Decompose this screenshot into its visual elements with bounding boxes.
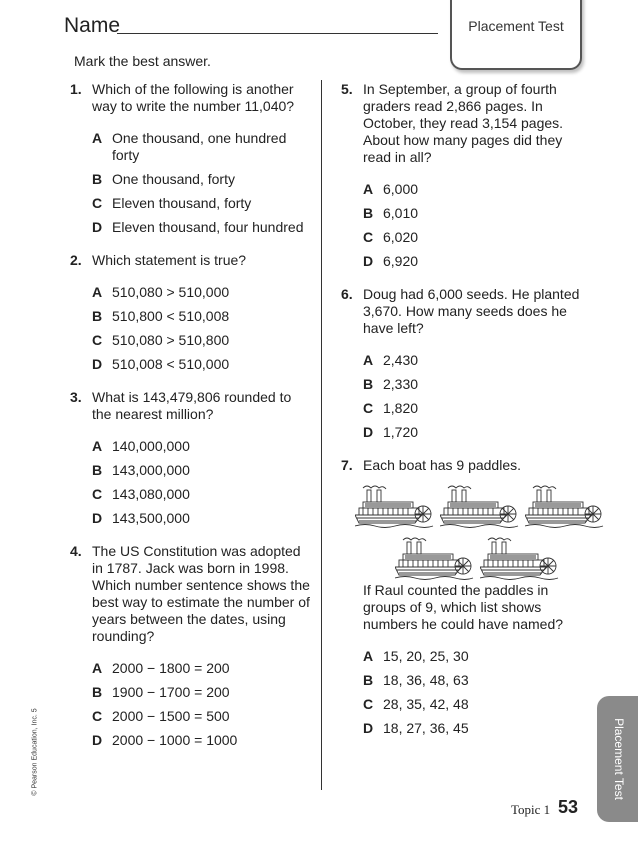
answer-choice[interactable]	[363, 696, 581, 713]
choice-letter: D	[363, 253, 374, 269]
copyright-notice: © Pearson Education, Inc. 5	[31, 708, 39, 796]
choice-text: 18, 27, 36, 45	[383, 720, 469, 736]
question-text: Which statement is true?	[92, 252, 247, 268]
answer-choice[interactable]	[92, 660, 310, 677]
choice-letter: C	[363, 696, 374, 712]
instructions: Mark the best answer.	[74, 53, 211, 69]
answer-choice[interactable]	[92, 356, 310, 373]
choice-letter: A	[92, 438, 103, 454]
answer-choice[interactable]	[92, 219, 310, 236]
question-1	[70, 81, 310, 236]
choice-letter: B	[363, 376, 374, 392]
choice-text: 1,820	[383, 400, 419, 416]
answer-choice[interactable]	[363, 672, 581, 689]
choice-text: 140,000,000	[112, 438, 190, 454]
answer-choice[interactable]	[363, 253, 581, 270]
question-3	[70, 389, 310, 527]
question-number: 1.	[70, 81, 82, 97]
question-followup-text: If Raul counted the paddles in groups of 9, which list shows numbers he could have named?	[363, 582, 564, 632]
question-number: 4.	[70, 543, 82, 559]
choice-text: 28, 35, 42, 48	[383, 696, 469, 712]
choice-letter: A	[363, 352, 374, 368]
choice-text: 1900 − 1700 = 200	[112, 684, 230, 700]
answer-choice[interactable]	[92, 195, 310, 212]
question-number: 2.	[70, 252, 82, 268]
choice-text: 2,330	[383, 376, 419, 392]
left-column	[70, 81, 310, 756]
choice-text: 510,080 > 510,000	[112, 284, 230, 300]
choice-text: 2000 − 1000 = 1000	[112, 732, 238, 748]
choice-letter: D	[92, 732, 103, 748]
answer-choice[interactable]	[92, 732, 310, 749]
question-text: What is 143,479,806 rounded to the nearest million?	[92, 389, 292, 422]
answer-choice[interactable]	[363, 205, 581, 222]
choice-text: 6,010	[383, 205, 419, 221]
choice-text: 1,720	[383, 424, 419, 440]
question-number: 7.	[341, 457, 353, 473]
choice-letter: C	[363, 400, 374, 416]
choice-text: 2,430	[383, 352, 419, 368]
answer-choice[interactable]	[92, 708, 310, 725]
placement-test-tab-label: Placement Test	[468, 18, 564, 34]
choice-text: One thousand, one hundred forty	[112, 130, 287, 163]
choice-letter: A	[363, 181, 374, 197]
choice-text: 143,080,000	[112, 486, 190, 502]
choice-text: 6,000	[383, 181, 419, 197]
answer-choice[interactable]	[92, 332, 310, 349]
answer-choice[interactable]	[363, 648, 581, 665]
choice-letter: D	[92, 510, 103, 526]
choice-text: 510,800 < 510,008	[112, 308, 230, 324]
answer-choice[interactable]	[363, 424, 581, 441]
column-divider	[321, 80, 322, 790]
paddle-boat-icon	[525, 482, 605, 528]
choice-letter: A	[92, 660, 103, 676]
question-7	[341, 457, 581, 737]
question-text: The US Constitution was adopted in 1787. Jack was born in 1998. Which number sentence shows the best way to estimate the number of years between the dates, using rounding?	[92, 543, 310, 644]
answer-choice[interactable]	[363, 400, 581, 417]
answer-choices	[363, 181, 581, 270]
answer-choice[interactable]	[363, 352, 581, 369]
choice-text: 2000 − 1800 = 200	[112, 660, 230, 676]
side-tab	[597, 696, 638, 822]
answer-choice[interactable]	[363, 181, 581, 198]
paddle-boat-icon	[480, 534, 560, 580]
question-text: In September, a group of fourth graders read 2,866 pages. In October, they read 3,154 pages. About how many pages did they read in all?	[363, 81, 564, 165]
answer-choices	[363, 648, 581, 737]
choice-text: One thousand, forty	[112, 171, 235, 187]
choice-letter: C	[92, 486, 103, 502]
answer-choice[interactable]	[363, 720, 581, 737]
answer-choices	[92, 130, 310, 236]
choice-letter: A	[363, 648, 374, 664]
paddle-boat-icon	[355, 482, 435, 528]
paddle-boat-icon	[395, 534, 475, 580]
choice-text: 18, 36, 48, 63	[383, 672, 469, 688]
choice-letter: B	[363, 672, 374, 688]
choice-text: Eleven thousand, forty	[112, 195, 252, 211]
answer-choice[interactable]	[92, 462, 310, 479]
answer-choice[interactable]	[92, 510, 310, 527]
name-line[interactable]	[117, 33, 438, 34]
answer-choice[interactable]	[92, 171, 310, 188]
choice-letter: D	[92, 356, 103, 372]
question-number: 3.	[70, 389, 82, 405]
question-number: 5.	[341, 81, 353, 97]
choice-letter: B	[92, 308, 103, 324]
choice-letter: C	[363, 229, 374, 245]
placement-test-tab	[450, 0, 582, 70]
answer-choice[interactable]	[363, 376, 581, 393]
question-number: 6.	[341, 286, 353, 302]
question-text: Each boat has 9 paddles.	[363, 457, 522, 473]
answer-choice[interactable]	[92, 130, 310, 164]
name-label: Name	[64, 14, 121, 37]
choice-letter: B	[92, 171, 103, 187]
choice-text: 6,020	[383, 229, 419, 245]
paddle-boats	[355, 482, 581, 582]
question-2	[70, 252, 310, 373]
choice-letter: D	[363, 424, 374, 440]
answer-choice[interactable]	[92, 438, 310, 455]
page-number: 53	[558, 797, 579, 817]
choice-letter: D	[363, 720, 374, 736]
question-6	[341, 286, 581, 441]
question-4	[70, 543, 310, 749]
answer-choices	[363, 352, 581, 441]
answer-choice[interactable]	[363, 229, 581, 246]
choice-letter: B	[92, 462, 103, 478]
choice-text: 510,008 < 510,000	[112, 356, 230, 372]
paddle-boat-icon	[440, 482, 520, 528]
question-text: Doug had 6,000 seeds. He planted 3,670. How many seeds does he have left?	[363, 286, 580, 336]
choice-text: 15, 20, 25, 30	[383, 648, 469, 664]
answer-choice[interactable]	[92, 486, 310, 503]
choice-text: 143,500,000	[112, 510, 190, 526]
side-tab-label: Placement Test	[612, 718, 626, 800]
answer-choices	[92, 284, 310, 373]
choice-text: 2000 − 1500 = 500	[112, 708, 230, 724]
choice-letter: A	[92, 130, 103, 146]
answer-choice[interactable]	[92, 684, 310, 701]
choice-letter: C	[92, 708, 103, 724]
right-column	[341, 81, 581, 744]
choice-text: 6,920	[383, 253, 419, 269]
footer-topic: Topic 1	[511, 802, 551, 817]
choice-text: 510,080 > 510,800	[112, 332, 230, 348]
choice-letter: A	[92, 284, 103, 300]
choice-text: Eleven thousand, four hundred	[112, 219, 304, 235]
choice-letter: D	[92, 219, 103, 235]
question-5	[341, 81, 581, 270]
answer-choices	[92, 438, 310, 527]
choice-letter: B	[92, 684, 103, 700]
choice-letter: C	[92, 332, 103, 348]
choice-letter: B	[363, 205, 374, 221]
answer-choice[interactable]	[92, 308, 310, 325]
choice-letter: C	[92, 195, 103, 211]
question-text: Which of the following is another way to write the number 11,040?	[92, 81, 295, 114]
answer-choice[interactable]	[92, 284, 310, 301]
answer-choices	[92, 660, 310, 749]
choice-text: 143,000,000	[112, 462, 190, 478]
